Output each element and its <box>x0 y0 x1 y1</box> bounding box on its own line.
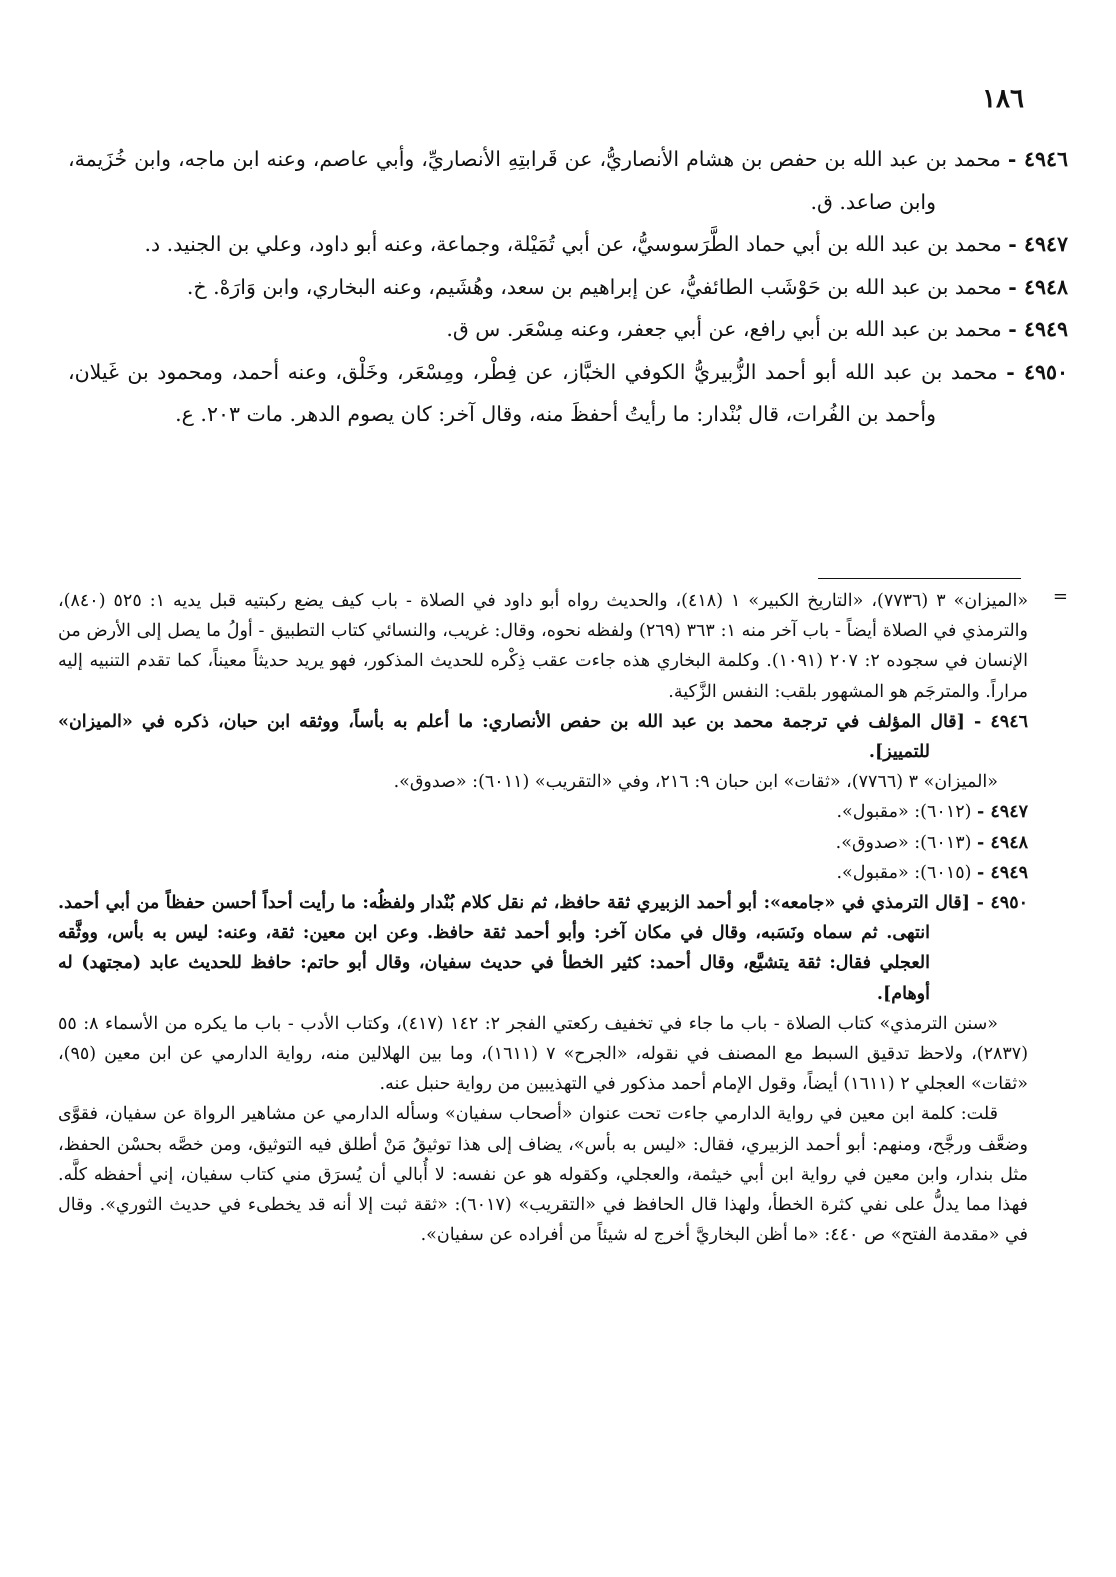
entry-number: ٤٩٥٠ - <box>1006 359 1068 384</box>
page-number: ١٨٦ <box>982 84 1024 114</box>
footnote-text: (٦٠١٣): «صدوق». <box>835 832 972 853</box>
footnote-4948 <box>58 828 1028 858</box>
entry-text: محمد بن عبد الله بن حفص بن هشام الأنصاريُّ، عن قَرابتِهِ الأنصاريِّ، وأبي عاصم، وعنه ابن ماجه، وابن خُزَيمة، وابن صاعد. ق. <box>68 147 1001 214</box>
footnote-4947 <box>58 797 1028 827</box>
footnote-comment: قلت: كلمة ابن معين في رواية الدارمي جاءت تحت عنوان «أصحاب سفيان» وسأله الدارمي عن مشاهير الرواة عن سفيان، فقوَّى وضعَّف ورجَّح، ومنهم: أبو أحمد الزبيري، فقال: «ليس به بأس»، يضاف إلى هذا توثيقُ مَنْ أطلق فيه التوثيق، ومن خصَّه بحسْن الحفظ، مثل بندار، وابن معين في رواية ابن أبي خيثمة، والعجلي، وكقوله هو عن نفسه: لا أُبالي أن يُسرَق مني كتاب سفيان، إني أحفظه كلَّه. فهذا مما يدلُّ على نفي كثرة الخطأ، ولهذا قال الحافظ في «التقريب» (٦٠١٧): «ثقة ثبت إلا أنه قد يخطىء في حديث الثوري». وقال في «مقدمة الفتح» ص ٤٤٠: «ما أظن البخاريَّ أخرج له شيئاً من أفراده عن سفيان». <box>58 1104 1028 1246</box>
footnote-text: (٦٠١٢): «مقبول». <box>836 802 972 823</box>
entry-number: ٤٩٤٧ - <box>1008 232 1068 256</box>
footnote-4946 <box>58 707 1028 767</box>
main-text <box>68 138 1068 436</box>
entry-text: محمد بن عبد الله بن حَوْشَب الطائفيُّ، عن إبراهيم بن سعد، وهُشَيم، وعنه البخاري، وابن وَارَهْ. خ. <box>186 274 1002 299</box>
entry-text: محمد بن عبد الله بن أبي حماد الطَّرَسوسيُّ، عن أبي تُمَيْلة، وجماعة، وعنه أبو داود، وعلي بن الجنيد. د. <box>144 232 1002 256</box>
entry-4947 <box>68 223 1068 266</box>
entry-number: ٤٩٤٩ - <box>1008 317 1068 341</box>
continuation-mark: = <box>1052 586 1068 607</box>
footnote-continuation: «الميزان» ٣ (٧٧٣٦)، «التاريخ الكبير» ١ (٤١٨)، والحديث رواه أبو داود في الصلاة - باب كيف يضع ركبتيه قبل يديه ١: ٥٢٥ (٨٤٠)، والترمذي في الصلاة أيضاً - باب آخر منه ١: ٣٦٣ (٢٦٩) ولفظه نحوه، وقال: غريب، والنسائي كتاب التطبيق - أولُ ما يصل إلى الأرض من الإنسان في سجوده ٢: ٢٠٧ (١٠٩١). وكلمة البخاري هذه جاءت عقب ذِكْره للحديث المذكور، فهو يريد حديثاً معيناً، كما تقدم التنبيه إليه مراراً. والمترجَم هو المشهور بلقب: النفس الزَّكية. <box>58 591 1029 702</box>
entry-text: محمد بن عبد الله بن أبي رافع، عن أبي جعفر، وعنه مِسْعَر. س ق. <box>446 317 1002 341</box>
entry-4949 <box>68 308 1068 351</box>
footnote-text: (٦٠١٥): «مقبول». <box>836 862 972 883</box>
entry-4948 <box>68 266 1068 309</box>
entry-number: ٤٩٤٨ - <box>1008 274 1068 299</box>
footnote-number: ٤٩٤٧ - <box>977 802 1028 823</box>
entry-number: ٤٩٤٦ - <box>1007 147 1068 171</box>
entry-text: محمد بن عبد الله أبو أحمد الزُّبيريُّ الكوفي الخبَّاز، عن فِطْر، ومِسْعَر، وخَلْق، وعنه أحمد، ومحمود بن غَيلان، وأحمد بن الفُرات، قال بُنْدار: ما رأيتُ أحفظَ منه، وقال آخر: كان يصوم الدهر. مات ٢٠٣. ع. <box>68 359 998 426</box>
footnotes <box>58 586 1028 1250</box>
entry-4946 <box>68 138 1068 223</box>
footnote-text: [قال المؤلف في ترجمة محمد بن عبد الله بن حفص الأنصاري: ما أعلم به بأساً، ووثقه ابن حبان، ذكره في «الميزان» للتمييز]. <box>58 711 965 763</box>
footnote-number: ٤٩٤٨ - <box>977 832 1028 853</box>
footnote-number: ٤٩٤٦ - <box>974 711 1028 732</box>
footnote-source: «الميزان» ٣ (٧٧٦٦)، «ثقات» ابن حبان ٩: ٢١٦، وفي «التقريب» (٦٠١١): «صدوق». <box>393 772 998 793</box>
footnote-divider <box>818 578 1021 579</box>
footnote-4950 <box>58 888 1028 1009</box>
footnote-number: ٤٩٤٩ - <box>977 862 1028 883</box>
footnote-source: «سنن الترمذي» كتاب الصلاة - باب ما جاء في تخفيف ركعتي الفجر ٢: ١٤٢ (٤١٧)، وكتاب الأدب - باب ما يكره من الأسماء ٨: ٥٥ (٢٨٣٧)، ولاحظ تدقيق السبط مع المصنف في نقوله، «الجرح» ٧ (١٦١١)، وما بين الهلالين منه، رواية الدارمي عن ابن معين (٩٥)، «ثقات» العجلي ٢ (١٦١١) أيضاً، وقول الإمام أحمد مذكور في التهذيبين من رواية حنبل عنه. <box>58 1013 1029 1095</box>
footnote-text: [قال الترمذي في «جامعه»: أبو أحمد الزبيري ثقة حافظ، ثم نقل كلام بُنْدار ولفظُه: ما رأيت أحداً أحسن حفظاً من أبي أحمد. انتهى. ثم سماه ونَسَبه، وقال في مكان آخر: وأبو أحمد ثقة حافظ. وعن ابن معين: ثقة، وعنه: ليس به بأس، ووثَّقه العجلي فقال: ثقة يتشيَّع، وقال أحمد: كثير الخطأ في حديث سفيان، وقال أبو حاتم: حافظ للحديث عابد (مجتهد) له أوهام]. <box>58 893 970 1004</box>
entry-4950 <box>68 351 1068 436</box>
footnote-4949 <box>58 858 1028 888</box>
footnote-number: ٤٩٥٠ - <box>976 893 1028 914</box>
